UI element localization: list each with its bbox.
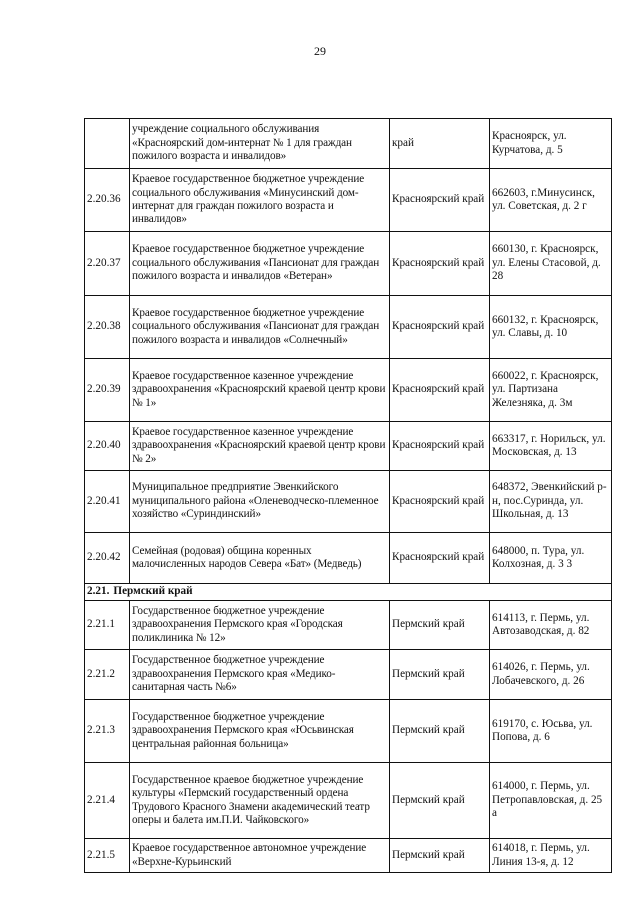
table-row xyxy=(85,839,612,873)
institution-name: Краевое государственное бюджетное учреждение социального обслуживания «Пансионат для граждан пожилого возраста и инвалидов «Солнечный» xyxy=(130,296,390,359)
institution-name: учреждение социального обслуживания «Красноярский дом-интернат № 1 для граждан пожилого возраста и инвалидов» xyxy=(130,119,390,169)
region-cell: Пермский край xyxy=(390,763,490,839)
row-number: 2.20.42 xyxy=(85,533,130,584)
address-cell: 660022, г. Красноярск, ул. Партизана Железняка, д. 3м xyxy=(490,359,612,422)
institution-name: Муниципальное предприятие Эвенкийского муниципального района «Оленеводческо-племенное хозяйство «Суриндинский» xyxy=(130,471,390,533)
table-row xyxy=(85,359,612,422)
region-cell: Пермский край xyxy=(390,700,490,763)
address-cell: 663317, г. Норильск, ул. Московская, д. 13 xyxy=(490,422,612,471)
page-number: 29 xyxy=(314,44,326,58)
row-number: 2.20.40 xyxy=(85,422,130,471)
institution-name: Краевое государственное бюджетное учреждение социального обслуживания «Минусинский дом-интернат для граждан пожилого возраста и инвалидов» xyxy=(130,169,390,232)
region-cell: Пермский край xyxy=(390,650,490,700)
section-title: Пермский край xyxy=(113,585,193,598)
row-number: 2.21.3 xyxy=(85,700,130,763)
table-row xyxy=(85,533,612,584)
section-number: 2.21. xyxy=(87,585,110,598)
row-number xyxy=(85,119,130,169)
address-cell: 614018, г. Пермь, ул. Линия 13-я, д. 12 xyxy=(490,839,612,873)
institution-name: Краевое государственное казенное учреждение здравоохранения «Красноярский краевой центр крови № 2» xyxy=(130,422,390,471)
table-row xyxy=(85,700,612,763)
address-cell: 619170, с. Юсьва, ул. Попова, д. 6 xyxy=(490,700,612,763)
address-cell: 662603, г.Минусинск, ул. Советская, д. 2 г xyxy=(490,169,612,232)
table-row xyxy=(85,601,612,650)
row-number: 2.21.5 xyxy=(85,839,130,873)
region-cell: Красноярский край xyxy=(390,422,490,471)
row-number: 2.20.39 xyxy=(85,359,130,422)
table-row xyxy=(85,169,612,232)
row-number: 2.20.37 xyxy=(85,232,130,296)
section-row xyxy=(85,584,612,601)
row-number: 2.20.36 xyxy=(85,169,130,232)
region-cell: Пермский край xyxy=(390,839,490,873)
row-number: 2.21.2 xyxy=(85,650,130,700)
row-number: 2.21.1 xyxy=(85,601,130,650)
address-cell: 648372, Эвенкийский р-н, пос.Суринда, ул. Школьная, д. 13 xyxy=(490,471,612,533)
table-row xyxy=(85,296,612,359)
region-cell: Красноярский край xyxy=(390,359,490,422)
table-row xyxy=(85,650,612,700)
address-cell: 648000, п. Тура, ул. Колхозная, д. 3 3 xyxy=(490,533,612,584)
table-row xyxy=(85,471,612,533)
region-cell: Красноярский край xyxy=(390,471,490,533)
institutions-table xyxy=(84,118,612,873)
region-cell: Красноярский край xyxy=(390,533,490,584)
table-row xyxy=(85,763,612,839)
address-cell: 614113, г. Пермь, ул. Автозаводская, д. 82 xyxy=(490,601,612,650)
institution-name: Государственное краевое бюджетное учреждение культуры «Пермский государственный ордена Трудового Красного Знамени академический театр оперы и балета им.П.И. Чайковского» xyxy=(130,763,390,839)
institution-name: Краевое государственное автономное учреждение «Верхне-Курьинский xyxy=(130,839,390,873)
region-cell: Красноярский край xyxy=(390,169,490,232)
table-row xyxy=(85,119,612,169)
region-cell: Красноярский край xyxy=(390,232,490,296)
region-cell: Красноярский край xyxy=(390,296,490,359)
institution-name: Государственное бюджетное учреждение здравоохранения Пермского края «Медико-санитарная часть №6» xyxy=(130,650,390,700)
institution-name: Краевое государственное бюджетное учреждение социального обслуживания «Пансионат для граждан пожилого возраста и инвалидов «Ветеран» xyxy=(130,232,390,296)
institution-name: Краевое государственное казенное учреждение здравоохранения «Красноярский краевой центр крови № 1» xyxy=(130,359,390,422)
address-cell: 660132, г. Красноярск, ул. Славы, д. 10 xyxy=(490,296,612,359)
section-heading xyxy=(85,584,612,601)
address-cell: 614000, г. Пермь, ул. Петропавловская, д. 25 а xyxy=(490,763,612,839)
institution-name: Семейная (родовая) община коренных малочисленных народов Севера «Бат» (Медведь) xyxy=(130,533,390,584)
row-number: 2.20.41 xyxy=(85,471,130,533)
row-number: 2.20.38 xyxy=(85,296,130,359)
institution-name: Государственное бюджетное учреждение здравоохранения Пермского края «Городская поликлиника № 12» xyxy=(130,601,390,650)
region-cell: Пермский край xyxy=(390,601,490,650)
address-cell: 614026, г. Пермь, ул. Лобачевского, д. 26 xyxy=(490,650,612,700)
table-row xyxy=(85,422,612,471)
table-row xyxy=(85,232,612,296)
address-cell: 660130, г. Красноярск, ул. Елены Стасовой, д. 28 xyxy=(490,232,612,296)
address-cell: Красноярск, ул. Курчатова, д. 5 xyxy=(490,119,612,169)
row-number: 2.21.4 xyxy=(85,763,130,839)
region-cell: край xyxy=(390,119,490,169)
institution-name: Государственное бюджетное учреждение здравоохранения Пермского края «Юсьвинская центральная районная больница» xyxy=(130,700,390,763)
